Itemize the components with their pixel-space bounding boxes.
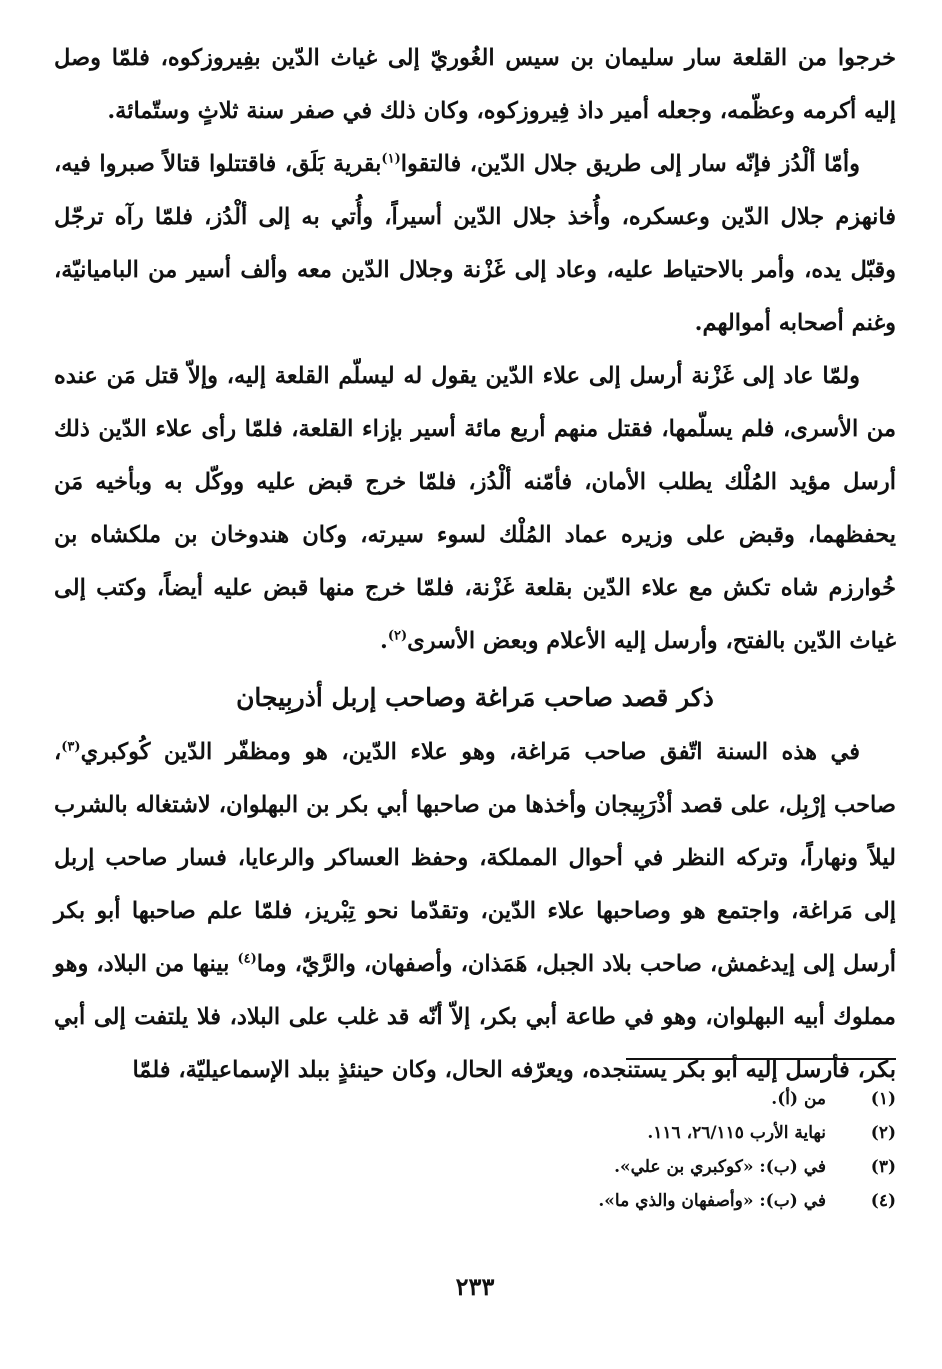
footnote-number: (١) [870,1089,896,1109]
footnote-4 [54,1184,896,1218]
section-heading: ذكر قصد صاحب مَراغة وصاحب إربل أذربِيجان [236,683,714,712]
footnote-2 [54,1116,896,1150]
footnote-separator [626,1058,896,1060]
footnote-text: في (ب): «كوكبري بن علي». [614,1157,826,1177]
footnote-ref-4: (٤) [237,951,257,967]
paragraph-1-text: خرجوا من القلعة سار سليمان بن سيس الغُوريّ إلى غياث الدّين بفِيروزكوه، فلمّا وصل إليه أكرمه وعظّمه، وجعله أمير داذ فِيروزكوه، وكان ذلك في صفر سنة ثلاثٍ وستّمائة. [54,45,896,124]
paragraph-4-text-a: في هذه السنة اتّفق صاحب مَراغة، وهو علاء الدّين، هو ومظفّر الدّين كُوكبري [80,739,860,765]
footnote-ref-3: (٣) [61,739,81,755]
footnote-text: في (ب): «وأصفهان والذي ما». [598,1191,826,1211]
paragraph-4-text-b: ، صاحب إرْبِل، على قصد أذْرَبِيجان وأخذها من صاحبها أبي بكر بن البهلوان، لاشتغاله بالشرب ليلاً ونهاراً، وتركه النظر في أحوال المملكة، وحفظ العساكر والرعايا، فسار صاحب إربل إلى مَراغة، واجتمع هو وصاحبها علاء الدّين، وتقدّما نحو تِبْريز، فلمّا علم صاحبها أبو بكر أرسل إلى إيدغمش، صاحب بلاد الجبل، هَمَذان، وأصفهان، والرَّيّ، وما [54,739,896,977]
footnote-1 [54,1082,896,1116]
paragraph-4-text-c: بينها من البلاد، وهو مملوك أبيه البهلوان، وهو في طاعة أبي بكر، إلاّ أنّه قد غلب على البلاد، فلا يلتفت إلى أبي بكر، فأرسل إليه أبو بكر يستنجده، ويعرّفه الحال، وكان حينئذٍ ببلد الإسماعيليّة، فلمّا [54,951,896,1083]
paragraph-2 [54,138,896,350]
paragraph-4 [54,726,896,1097]
paragraph-3-text-b: . [379,628,388,654]
book-page [54,32,896,1332]
footnote-ref-1: (١) [381,151,401,167]
paragraph-1 [54,32,896,138]
footnote-3 [54,1150,896,1184]
footnote-number: (٤) [870,1191,896,1211]
paragraph-3-text-a: ولمّا عاد إلى غَزْنة أرسل إلى علاء الدّين يقول له ليسلّم القلعة إليه، وإلاّ قتل مَن عنده من الأسرى، فلم يسلّمها، فقتل منهم أربع مائة أسير بإزاء القلعة، فلمّا رأى علاء الدّين ذلك أرسل مؤيد المُلْك يطلب الأمان، فأمّنه ألْدُز، فلمّا خرج قبض عليه ووكّل به وبأخيه مَن يحفظهما، وقبض على وزيره عماد المُلْك لسوء سيرته، وكان هندوخان بن ملكشاه بن خُوارزم شاه تكش مع علاء الدّين بقلعة غَزْنة، فلمّا خرج منها قبض عليه أيضاً، وكتب إلى غياث الدّين بالفتح، وأرسل إليه الأعلام وبعض الأسرى [54,363,896,654]
paragraph-2-text-b: بقرية بَلَق، فاقتتلوا قتالاً صبروا فيه، فانهزم جلال الدّين وعسكره، وأُخذ جلال الدّين أسيراً، وأُتي به إلى ألْدُز، فلمّا رآه ترجّل وقبّل يده، وأمر بالاحتياط عليه، وعاد إلى غَزْنة وجلال الدّين معه وألف أسير من الباميانيّة، وغنم أصحابه أموالهم. [54,151,896,336]
paragraph-3 [54,350,896,668]
footnote-text: نهاية الأرب ٢٦/١١٥، ١١٦. [647,1123,826,1143]
footnote-number: (٢) [870,1123,896,1143]
page-number: ٢٣٣ [455,1272,495,1301]
footnote-ref-2: (٢) [387,628,408,644]
footnote-text: من (أ). [771,1089,826,1109]
footnotes [54,1082,896,1218]
paragraph-2-text-a: وأمّا ألْدُز فإنّه سار إلى طريق جلال الدّين، فالتقوا [400,151,860,177]
footnote-number: (٣) [870,1157,896,1177]
